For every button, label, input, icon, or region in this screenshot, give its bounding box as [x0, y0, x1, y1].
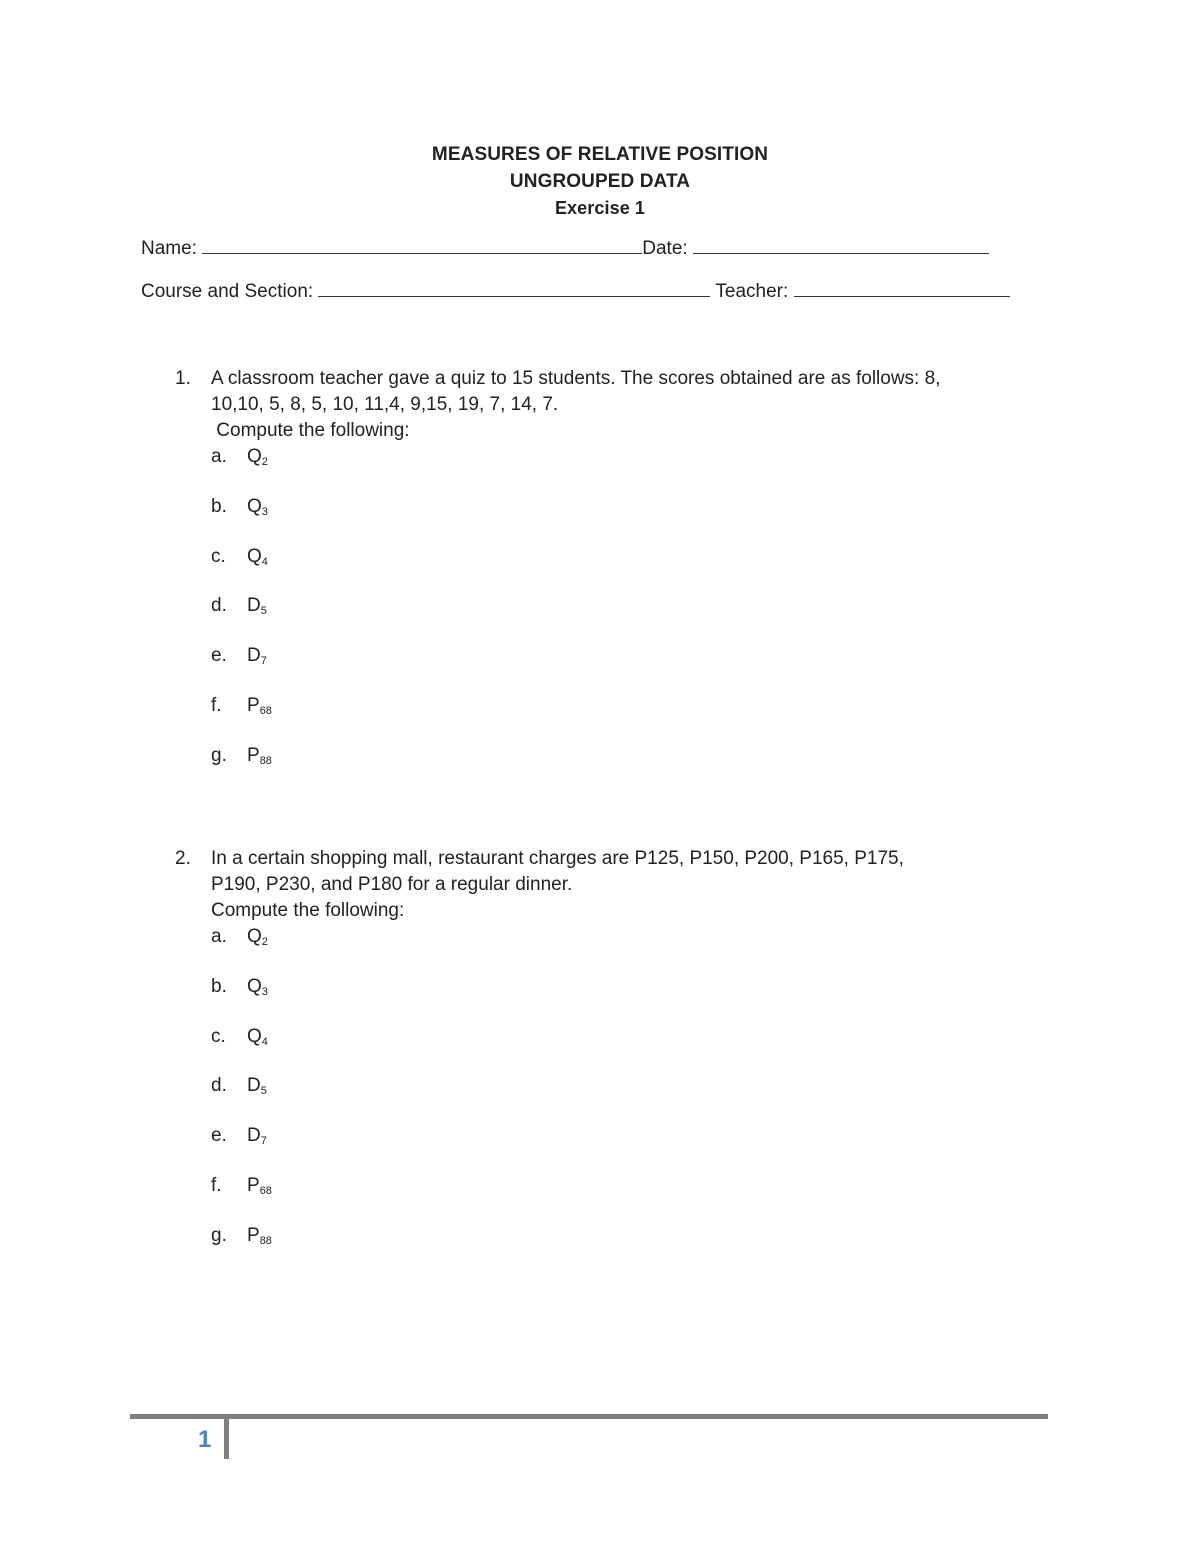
date-label: Date: — [642, 238, 688, 259]
item-letter: d. — [211, 595, 227, 617]
symbol-subscript: 4 — [261, 555, 268, 568]
sub-item — [175, 1024, 1075, 1074]
symbol-base: Q — [247, 446, 262, 467]
item-symbol — [247, 924, 268, 955]
footer-rule — [130, 1414, 1048, 1419]
question-text-line-1: In a certain shopping mall, restaurant charges are P125, P150, P200, P165, P175, — [211, 848, 904, 869]
symbol-subscript: 7 — [260, 1135, 267, 1148]
sub-item — [175, 1223, 1075, 1273]
symbol-base: D — [247, 1075, 261, 1097]
symbol-subscript: 88 — [259, 1234, 272, 1247]
symbol-base: Q — [247, 1025, 262, 1047]
sub-item — [175, 1123, 1075, 1173]
teacher-label: Teacher: — [715, 281, 789, 302]
item-letter: c. — [211, 1025, 226, 1047]
item-letter: d. — [211, 1075, 227, 1097]
symbol-base: P — [247, 1174, 260, 1196]
symbol-base: P — [247, 744, 260, 766]
symbol-subscript: 4 — [261, 1035, 268, 1048]
footer-divider — [224, 1414, 229, 1459]
item-symbol — [247, 1223, 272, 1254]
sub-item — [175, 494, 1075, 544]
item-symbol — [247, 494, 268, 525]
title-block — [0, 141, 1200, 222]
symbol-base: Q — [247, 495, 262, 517]
symbol-subscript: 68 — [259, 704, 272, 717]
symbol-subscript: 7 — [260, 655, 267, 668]
symbol-subscript: 68 — [259, 1184, 272, 1197]
symbol-base: Q — [247, 926, 262, 947]
exercise-label: Exercise 1 — [554, 198, 646, 218]
item-letter: c. — [211, 545, 226, 567]
course-teacher-line — [141, 280, 1010, 303]
item-letter: a. — [211, 446, 227, 467]
sub-item — [175, 974, 1075, 1024]
question-number: 2. — [175, 848, 191, 869]
sub-item — [175, 743, 1075, 793]
symbol-subscript: 3 — [261, 505, 268, 518]
course-label: Course and Section: — [141, 281, 314, 302]
sub-item — [175, 693, 1075, 743]
item-letter: e. — [211, 645, 227, 667]
item-symbol — [247, 444, 268, 475]
name-label: Name: — [141, 238, 197, 259]
symbol-base: Q — [247, 545, 262, 567]
sub-item — [175, 643, 1075, 693]
question-number: 1. — [175, 368, 191, 389]
item-letter: b. — [211, 495, 227, 517]
item-symbol — [247, 1173, 272, 1204]
item-letter: b. — [211, 975, 227, 997]
symbol-base: P — [247, 694, 260, 716]
item-letter: f. — [211, 694, 222, 716]
item-symbol — [247, 593, 267, 624]
question-text-line-1: A classroom teacher gave a quiz to 15 students. The scores obtained are as follows: 8, — [211, 368, 941, 389]
item-letter: f. — [211, 1174, 222, 1196]
sub-item — [175, 544, 1075, 594]
item-symbol — [247, 1123, 267, 1154]
item-letter: g. — [211, 1224, 227, 1246]
name-blank[interactable] — [202, 237, 642, 254]
date-blank[interactable] — [693, 237, 989, 254]
sub-item-list — [175, 444, 1075, 793]
question-instruction: Compute the following: — [211, 420, 410, 441]
question-instruction: Compute the following: — [211, 900, 405, 921]
sub-item-list — [175, 924, 1075, 1273]
item-symbol — [247, 693, 272, 724]
document-title: MEASURES OF RELATIVE POSITION — [431, 144, 769, 165]
item-letter: a. — [211, 926, 227, 947]
sub-item — [175, 1073, 1075, 1123]
symbol-base: P — [247, 1224, 260, 1246]
question-text-line-2: 10,10, 5, 8, 5, 10, 11,4, 9,15, 19, 7, 14, 7. — [211, 394, 559, 415]
symbol-subscript: 88 — [259, 754, 272, 767]
symbol-base: D — [247, 645, 261, 667]
symbol-subscript: 2 — [261, 936, 268, 948]
question-2 — [175, 846, 1075, 1273]
symbol-subscript: 5 — [260, 605, 267, 618]
question-1 — [175, 366, 1075, 793]
course-blank[interactable] — [318, 280, 710, 297]
sub-item — [175, 1173, 1075, 1223]
sub-item — [175, 924, 1075, 974]
symbol-subscript: 5 — [260, 1085, 267, 1098]
teacher-blank[interactable] — [794, 280, 1010, 297]
item-letter: e. — [211, 1125, 227, 1147]
item-symbol — [247, 643, 267, 674]
document-subtitle: UNGROUPED DATA — [509, 171, 691, 192]
symbol-base: D — [247, 595, 261, 617]
symbol-base: D — [247, 1125, 261, 1147]
item-symbol — [247, 544, 268, 575]
symbol-subscript: 3 — [261, 985, 268, 998]
question-text-line-2: P190, P230, and P180 for a regular dinner. — [211, 874, 573, 895]
name-date-line — [141, 237, 989, 260]
item-symbol — [247, 974, 268, 1005]
item-letter: g. — [211, 744, 227, 766]
symbol-base: Q — [247, 975, 262, 997]
symbol-subscript: 2 — [261, 456, 268, 468]
sub-item — [175, 593, 1075, 643]
item-symbol — [247, 1073, 267, 1104]
page-number: 1 — [198, 1426, 212, 1453]
item-symbol — [247, 1024, 268, 1055]
item-symbol — [247, 743, 272, 774]
sub-item — [175, 444, 1075, 494]
